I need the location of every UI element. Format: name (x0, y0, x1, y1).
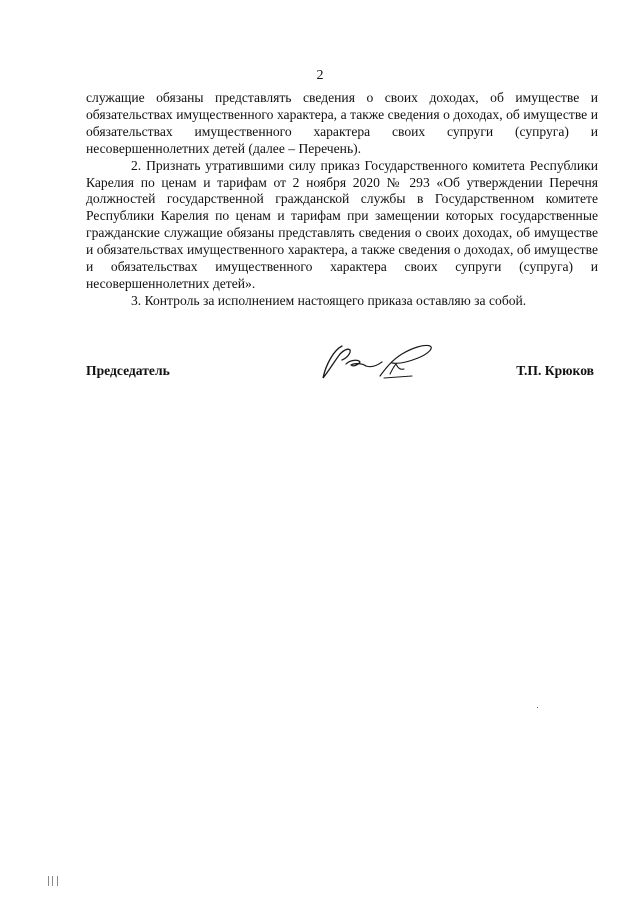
page-number: 2 (316, 68, 324, 83)
paragraph-continuation: служащие обязаны представлять сведения о своих доходах, об имуществе и обязательствах имущественного характера, а также сведения о доходах, об имуществе и обязательствах имущественного характера своих супруги (супруга) и несовершеннолетних детей (далее – Перечень). (86, 90, 598, 156)
signer-position: Председатель (86, 363, 170, 378)
document-body (86, 90, 598, 310)
binding-margin-marks (48, 876, 68, 888)
paragraph-item-3: 3. Контроль за исполнением настоящего приказа оставляю за собой. (131, 292, 527, 308)
signature-row (86, 362, 598, 382)
scan-speck (537, 707, 538, 708)
paragraph-item-2: 2. Признать утратившими силу приказ Государственного комитета Республики Карелия по ценам и тарифам от 2 ноября 2020 № 293 «Об утверждении Перечня должностей государственной гражданской службы в Государственном комитете Республики Карелия по ценам и тарифам при замещении которых государственные гражданские служащие обязаны представлять сведения о своих доходах, об имуществе и обязательствах имущественного характера, а также сведения о доходах, об имуществе и обязательствах имущественного характера своих супруги (супруга) и несовершеннолетних детей». (86, 157, 598, 291)
signer-name: Т.П. Крюков (516, 363, 594, 378)
